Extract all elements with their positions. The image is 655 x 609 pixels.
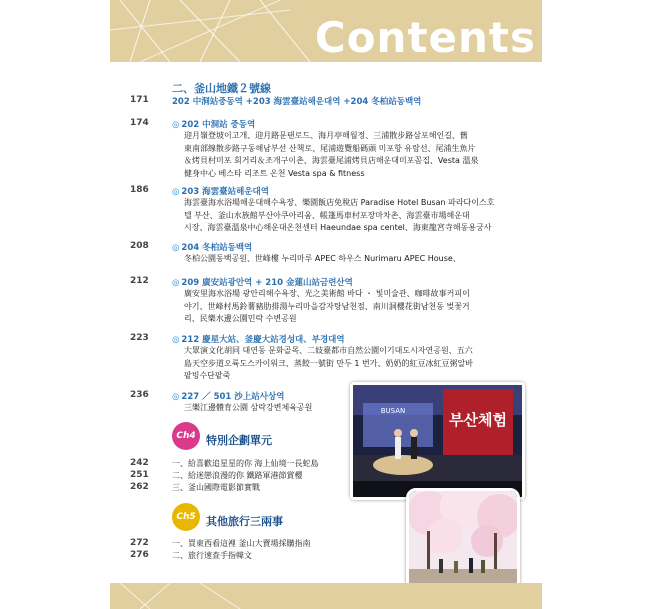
ch4-item: 二、給迷戀浪漫的你 鐵路軍港節賞櫻 (172, 471, 303, 480)
section-title: ◎ 202 中洞站 중동역 (172, 120, 256, 130)
section-page-number: 208 (130, 241, 149, 251)
section-title: ◎ 204 冬柏站동백역 (172, 243, 253, 253)
ch5-item-page: 276 (130, 550, 149, 560)
section-marker-icon: ◎ (172, 278, 180, 288)
section-page-number: 174 (130, 118, 149, 128)
photo-sign-text: 부산체험 (449, 411, 507, 429)
ch5-item: 一、買東西看這裡 釜山大賣場採購指南 (172, 539, 311, 548)
chapter-heading: 二、釜山地鐵２號線 (172, 82, 271, 95)
ch4-item-page: 262 (130, 482, 149, 492)
section-title: ◎ 209 廣安站광안역 + 210 金蓮山站금련산역 (172, 278, 353, 288)
photo-brand-text: BUSAN (380, 407, 406, 415)
section-page-number: 186 (130, 185, 149, 195)
section-marker-icon: ◎ (172, 120, 180, 130)
header-banner (110, 0, 542, 62)
section-body: 海雲臺海水浴場해운대해수욕장、樂園飯店免稅店 Paradise Hotel Busan 파라다이스호 텔 부산、釜山水族館부산아쿠아리움、帳篷馬車村포장마차촌、海雲臺市場해운대 시장、海雲臺溫泉中心해운대온천센터 Haeundae spa centel、海東龍宮寺해동용궁사 (184, 198, 495, 233)
section-body: 三樂江邊體育公園 삼락강변체육공원 (184, 403, 313, 412)
section-page-number: 236 (130, 390, 149, 400)
section-body: 大眾演文化胡同 대연동 문화골목、二妓臺都市自然公園이기대도시자연공원、五六 島天空步道오륙도스카이워크、蒸餃一號街 만두 1 번가、奶奶的紅豆冰紅豆粥알바 팥빙수단팥죽 (184, 346, 473, 381)
ch4-badge: Ch4 (172, 422, 200, 450)
footer-banner (110, 583, 542, 609)
festival-stage-photo (350, 382, 525, 500)
section-title: ◎ 227 ／ 501 沙上站사상역 (172, 392, 285, 402)
ch4-item: 一、給喜歡追星星的你 海上仙境一長蛇島 (172, 459, 319, 468)
section-marker-icon: ◎ (172, 335, 180, 345)
ch4-item-page: 251 (130, 470, 149, 480)
contents-page (110, 0, 542, 609)
section-marker-icon: ◎ (172, 187, 180, 197)
ch5-item: 二、旅行速查手指韓文 (172, 551, 252, 560)
chapter-range-page: 171 (130, 95, 149, 105)
cherry-blossom-photo (406, 488, 520, 592)
section-marker-icon: ◎ (172, 392, 180, 402)
section-body: 廣安里海水浴場 광안리해수욕장、光之美術館 바다 ・ 빛미술관、咖啡故事커피이 야기、世峰村馬鈴薯豬肋排湯누리마을감자탕남천점、南川洞櫻花街남천동 벚꽃거 리、民樂水邊公園민락 수변공원 (184, 289, 470, 324)
section-page-number: 223 (130, 333, 149, 343)
ch5-badge: Ch5 (172, 503, 200, 531)
ch5-item-page: 272 (130, 538, 149, 548)
section-body: 冬柏公園동백공원、世峰樓 누리마루 APEC 하우스 Nurimaru APEC House、 (184, 254, 461, 263)
chapter-range-text: 202 中洞站중동역 +203 海雲臺站해운대역 +204 冬柏站동백역 (172, 97, 422, 107)
section-body: 迎月嶺登坡이고개、迎月路문탠로드、海月亭해월정、三浦散步路삼포해인길、舊 東南部線散步路구동해남부선 산책로、尾浦遊覽船碼頭 미포항 유람선、尾浦生魚片 ＆烤貝村미포 회거리＆조개구이촌、海雲臺尾浦烤貝店해운대미포꼼집、Vesta 溫泉 健身中心 베스타 리조트 온천 Vesta spa & fitness (184, 131, 479, 178)
ch4-title: 特別企劃單元 (206, 434, 272, 447)
page-title: Contents (314, 13, 536, 62)
section-marker-icon: ◎ (172, 243, 180, 253)
ch5-title: 其他旅行三兩事 (206, 515, 283, 528)
section-page-number: 212 (130, 276, 149, 286)
section-title: ◎ 203 海雲臺站해운대역 (172, 187, 269, 197)
section-title: ◎ 212 慶星大站、釜慶大站경성대、부경대역 (172, 335, 345, 345)
footer-pattern (110, 583, 542, 609)
ch4-item: 三、釜山國際電影節實戰 (172, 483, 260, 492)
ch4-item-page: 242 (130, 458, 149, 468)
